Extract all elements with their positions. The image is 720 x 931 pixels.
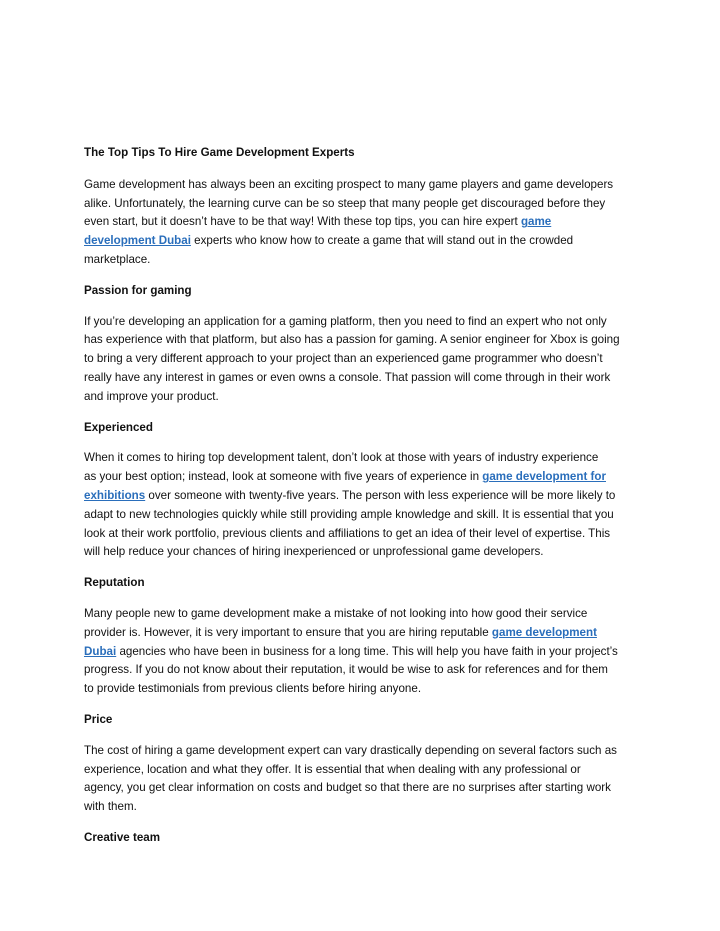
game-development-dubai-link[interactable]: game <box>520 215 552 229</box>
text-line: and improve your product. <box>84 389 219 403</box>
text-segment: over someone with twenty-five years. The person with less experience will be more likely to <box>145 488 616 502</box>
text-line: agency, you get clear information on costs and budget so that there are no surprises after starting work <box>84 781 611 795</box>
text-line: look at their work portfolio, previous clients and affiliations to get an idea of their level of expertise. This <box>84 526 611 540</box>
text-line <box>84 487 636 506</box>
text-line: experience, location and what they offer. It is essential that when dealing with any professional or <box>84 762 581 776</box>
text-line: with them. <box>84 800 137 814</box>
price-paragraph <box>84 742 636 817</box>
reputation-paragraph <box>84 605 636 699</box>
text-line: progress. If you do not know about their reputation, it would be wise to ask for references and for them <box>84 663 608 677</box>
game-development-dubai-link-2[interactable]: game development <box>491 625 597 639</box>
intro-paragraph <box>84 176 636 270</box>
text-line: to bring a very different approach to your project than an experienced game programmer who doesn’t <box>84 352 603 366</box>
section-heading-passion: Passion for gaming <box>84 283 192 297</box>
text-line: alike. Unfortunately, the learning curve can be so steep that many people get discouraged before they <box>84 196 606 210</box>
text-line: If you’re developing an application for a gaming platform, then you need to find an expert who not only <box>84 314 607 328</box>
section-heading-creative-team: Creative team <box>84 830 161 844</box>
text-segment: experts who know how to create a game that will stand out in the crowded <box>190 234 574 248</box>
text-segment: provider is. However, it is very important to ensure that you are hiring reputable <box>84 625 492 639</box>
section-heading-reputation: Reputation <box>84 576 145 590</box>
text-line <box>84 624 636 643</box>
text-line <box>84 468 636 487</box>
text-line <box>84 232 636 251</box>
game-development-exhibitions-link[interactable]: game development for <box>482 470 606 484</box>
text-line: will help reduce your chances of hiring inexperienced or unprofessional game developers. <box>84 545 544 559</box>
experienced-paragraph <box>84 449 636 562</box>
game-development-dubai-link-continued[interactable]: development Dubai <box>84 234 191 248</box>
text-line: Many people new to game development make a mistake of not looking into how good their service <box>84 606 588 620</box>
passion-paragraph <box>84 313 636 407</box>
text-line: to provide testimonials from previous clients before hiring anyone. <box>84 682 422 696</box>
game-development-dubai-link-2-continued[interactable]: Dubai <box>84 644 117 658</box>
text-line: When it comes to hiring top development talent, don’t look at those with years of industry experience <box>84 451 599 465</box>
text-segment: even start, but it doesn’t have to be that way! With these top tips, you can hire expert <box>84 215 521 229</box>
text-line: The cost of hiring a game development expert can vary drastically depending on several factors such as <box>84 743 617 757</box>
text-line: has experience with that platform, but also has a passion for gaming. A senior engineer for Xbox is going <box>84 333 620 347</box>
section-heading-price: Price <box>84 712 113 726</box>
text-line: really have any interest in games or even owns a console. That passion will come through in their work <box>84 370 611 384</box>
text-segment: as your best option; instead, look at someone with five years of experience in <box>84 470 483 484</box>
text-line <box>84 643 636 662</box>
text-line: adapt to new technologies quickly while still providing ample knowledge and skill. It is essential that you <box>84 507 614 521</box>
text-segment: agencies who have been in business for a long time. This will help you have faith in your project’s <box>116 644 618 658</box>
text-line <box>84 213 636 232</box>
document-title: The Top Tips To Hire Game Development Experts <box>84 146 355 159</box>
text-line: Game development has always been an exciting prospect to many game players and game developers <box>84 177 614 191</box>
text-line: marketplace. <box>84 252 151 266</box>
game-development-exhibitions-link-continued[interactable]: exhibitions <box>84 488 146 502</box>
section-heading-experienced: Experienced <box>84 420 153 434</box>
